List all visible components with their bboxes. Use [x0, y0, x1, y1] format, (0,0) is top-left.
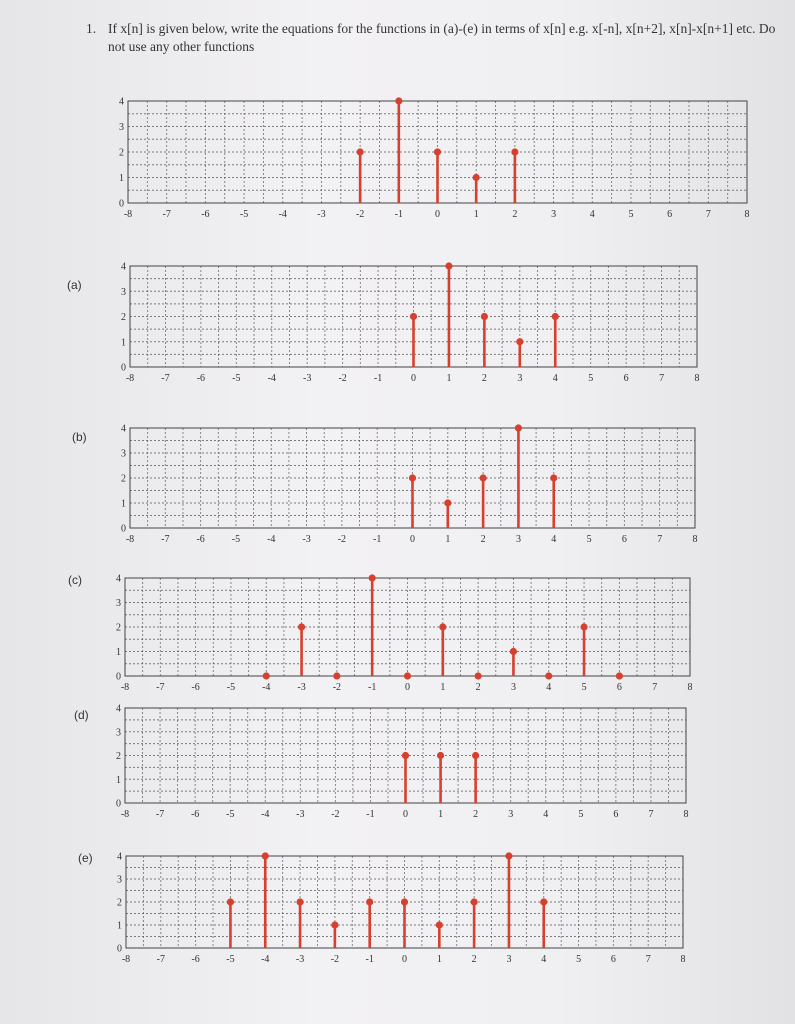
x-tick-label: 1	[438, 809, 444, 820]
y-tick-label: 0	[121, 362, 126, 374]
y-tick-label: 3	[119, 122, 124, 133]
x-tick-label: -7	[161, 534, 170, 545]
x-tick-label: -2	[337, 534, 347, 545]
stem-marker	[298, 623, 305, 630]
x-tick-label: -2	[338, 373, 347, 384]
y-tick-label: 1	[119, 173, 124, 184]
y-tick-label: 3	[121, 286, 126, 298]
x-tick-label: -8	[120, 682, 130, 693]
x-tick-label: -2	[330, 954, 340, 965]
x-tick-label: 6	[621, 534, 627, 545]
x-tick-label: 3	[517, 373, 523, 384]
stem-marker	[505, 852, 512, 859]
stem-marker	[333, 672, 340, 679]
stem-marker	[515, 424, 522, 431]
stem-marker	[409, 474, 416, 481]
x-tick-label: -7	[155, 809, 165, 820]
part-label: (d)	[74, 708, 89, 722]
x-tick-label: 6	[616, 682, 622, 693]
stem-marker	[402, 752, 409, 759]
x-tick-label: -5	[231, 534, 241, 545]
y-tick-label: 3	[117, 874, 122, 886]
stem-marker	[296, 898, 303, 905]
part-label: (c)	[68, 573, 82, 587]
y-tick-label: 0	[119, 198, 124, 210]
stem-marker	[401, 898, 408, 905]
x-tick-label: -8	[120, 809, 130, 820]
x-tick-label: 6	[667, 209, 673, 220]
y-tick-label: 4	[121, 261, 126, 273]
x-tick-label: 2	[480, 534, 486, 545]
x-tick-label: 5	[586, 534, 592, 545]
y-tick-label: 2	[119, 147, 124, 159]
stem-marker	[545, 672, 552, 679]
stem-plot-4	[74, 704, 689, 821]
stem-marker	[395, 97, 402, 104]
x-tick-label: -5	[226, 682, 236, 693]
x-tick-label: -8	[123, 209, 133, 220]
x-tick-label: 1	[446, 373, 452, 384]
x-tick-label: -6	[191, 954, 200, 965]
y-tick-label: 0	[116, 798, 121, 810]
x-tick-label: -4	[262, 682, 271, 693]
x-tick-label: 2	[471, 954, 477, 965]
x-tick-label: -3	[295, 954, 305, 965]
x-tick-label: -3	[303, 373, 312, 384]
x-tick-label: 3	[551, 209, 557, 220]
stem-marker	[410, 313, 417, 320]
stem-marker	[369, 574, 376, 581]
x-tick-label: 4	[546, 682, 552, 693]
x-tick-label: -2	[355, 209, 365, 220]
x-tick-label: 7	[652, 682, 658, 693]
x-tick-label: -1	[373, 534, 382, 545]
x-tick-label: -3	[302, 534, 311, 545]
stem-plot-2	[72, 424, 698, 546]
x-tick-label: 8	[694, 373, 700, 384]
x-tick-label: 2	[473, 809, 479, 820]
x-tick-label: 1	[436, 954, 442, 965]
x-tick-label: 4	[552, 373, 558, 384]
stem-marker	[227, 898, 234, 905]
y-tick-label: 0	[117, 943, 122, 955]
stem-marker	[510, 648, 517, 655]
x-tick-label: 8	[692, 534, 698, 545]
x-tick-label: 2	[475, 682, 481, 693]
x-tick-label: -8	[125, 534, 135, 545]
stem-marker	[437, 752, 444, 759]
stem-marker	[540, 898, 547, 905]
x-tick-label: -8	[121, 954, 131, 965]
y-tick-label: 3	[121, 448, 126, 460]
x-tick-label: -3	[296, 809, 305, 820]
x-tick-label: 1	[473, 209, 479, 220]
x-tick-label: 4	[589, 209, 595, 220]
x-tick-label: 8	[680, 954, 686, 965]
x-tick-label: 3	[515, 534, 521, 545]
x-tick-label: 7	[648, 809, 654, 820]
part-label: (e)	[78, 851, 93, 865]
stem-marker	[471, 898, 478, 905]
y-tick-label: 1	[116, 774, 121, 786]
x-tick-label: 5	[581, 682, 587, 693]
y-tick-label: 1	[117, 920, 122, 932]
x-tick-label: 7	[659, 373, 665, 384]
x-tick-label: 4	[541, 954, 547, 965]
x-tick-label: -5	[239, 209, 249, 220]
stem-marker	[444, 499, 451, 506]
x-tick-label: 7	[705, 209, 711, 220]
x-tick-label: -1	[368, 682, 377, 693]
stem-marker	[366, 898, 373, 905]
x-tick-label: 5	[578, 809, 584, 820]
y-tick-label: 2	[121, 473, 126, 485]
x-tick-label: 0	[410, 534, 415, 545]
x-tick-label: -5	[232, 373, 241, 384]
x-tick-label: -3	[317, 209, 326, 220]
x-tick-label: 7	[657, 534, 663, 545]
question-number: 1.	[86, 21, 97, 36]
stem-marker	[616, 672, 623, 679]
y-tick-label: 4	[116, 573, 121, 585]
stem-plot-5	[78, 851, 686, 965]
x-tick-label: -4	[261, 809, 270, 820]
x-tick-label: -1	[373, 373, 383, 384]
stem-marker	[550, 474, 557, 481]
x-tick-label: -2	[332, 682, 342, 693]
stem-marker	[404, 672, 411, 679]
x-tick-label: 4	[543, 809, 549, 820]
x-tick-label: -7	[156, 682, 165, 693]
y-tick-label: 0	[116, 671, 121, 683]
x-tick-label: -7	[162, 209, 171, 220]
y-tick-label: 4	[121, 423, 126, 435]
x-tick-label: -2	[331, 809, 340, 820]
y-tick-label: 4	[119, 96, 124, 108]
x-tick-label: 3	[510, 682, 516, 693]
part-label: (a)	[67, 278, 82, 292]
x-tick-label: -5	[226, 954, 235, 965]
x-tick-label: 4	[551, 534, 557, 545]
x-tick-label: 5	[628, 209, 634, 220]
stem-marker	[436, 921, 443, 928]
stem-marker	[516, 338, 523, 345]
x-tick-label: 2	[512, 209, 518, 220]
x-tick-label: -5	[226, 809, 235, 820]
x-tick-label: 0	[403, 809, 408, 820]
x-tick-label: -4	[278, 209, 287, 220]
stem-marker	[580, 623, 587, 630]
x-tick-label: 0	[411, 373, 416, 384]
stem-marker	[263, 672, 270, 679]
x-tick-label: 2	[481, 373, 487, 384]
y-tick-label: 2	[117, 897, 122, 909]
stem-marker	[473, 174, 480, 181]
x-tick-label: -7	[156, 954, 165, 965]
stem-marker	[472, 752, 479, 759]
y-tick-label: 2	[116, 751, 121, 762]
stem-marker	[552, 313, 559, 320]
y-tick-label: 2	[121, 312, 126, 323]
x-tick-label: 7	[645, 954, 651, 965]
stem-plot-3	[68, 573, 693, 693]
x-tick-label: 0	[435, 209, 440, 220]
stem-marker	[475, 672, 482, 679]
x-tick-label: -6	[196, 534, 205, 545]
x-tick-label: -1	[365, 954, 374, 965]
y-tick-label: 3	[116, 598, 121, 609]
stem-plot-1	[67, 262, 700, 385]
x-tick-label: -3	[297, 682, 306, 693]
stem-marker	[357, 148, 364, 155]
y-tick-label: 1	[116, 647, 121, 658]
question-text: If x[n] is given below, write the equations for the functions in (a)-(e) in terms of x[n] e.g. x[-n], x[n+2], x[n]-x[n+1] etc. Do not use any other functions	[108, 21, 776, 54]
x-tick-label: 1	[445, 534, 451, 545]
x-tick-label: 8	[687, 682, 693, 693]
y-tick-label: 2	[116, 622, 121, 634]
stem-marker	[511, 148, 518, 155]
x-tick-label: -6	[190, 809, 200, 820]
x-tick-label: -4	[267, 373, 276, 384]
x-tick-label: 0	[405, 682, 410, 693]
y-tick-label: 1	[121, 337, 126, 349]
x-tick-label: 8	[683, 809, 689, 820]
y-tick-label: 4	[117, 851, 122, 863]
stem-marker	[331, 921, 338, 928]
stem-marker	[439, 623, 446, 630]
x-tick-label: -8	[125, 373, 135, 384]
x-tick-label: -7	[161, 373, 170, 384]
x-tick-label: 6	[623, 373, 629, 384]
x-tick-label: -1	[394, 209, 403, 220]
x-tick-label: 6	[610, 954, 616, 965]
x-tick-label: -6	[196, 373, 206, 384]
x-tick-label: -4	[267, 534, 276, 545]
stem-marker	[481, 313, 488, 320]
x-tick-label: 5	[588, 373, 594, 384]
y-tick-label: 1	[121, 498, 126, 510]
x-tick-label: 8	[744, 209, 750, 220]
x-tick-label: 3	[506, 954, 512, 965]
x-tick-label: 3	[508, 809, 514, 820]
stem-marker	[480, 474, 487, 481]
stem-marker	[445, 262, 452, 269]
x-tick-label: 5	[576, 954, 582, 965]
x-tick-label: 6	[613, 809, 619, 820]
stem-plot-0	[119, 97, 750, 221]
x-tick-label: 1	[440, 682, 446, 693]
x-tick-label: -1	[366, 809, 375, 820]
y-tick-label: 3	[116, 727, 121, 739]
x-tick-label: 0	[402, 954, 407, 965]
y-tick-label: 4	[116, 703, 121, 715]
x-tick-label: -6	[201, 209, 210, 220]
x-tick-label: -4	[261, 954, 270, 965]
x-tick-label: -6	[191, 682, 200, 693]
stem-marker	[262, 852, 269, 859]
stem-marker	[434, 148, 441, 155]
y-tick-label: 0	[121, 523, 126, 535]
part-label: (b)	[72, 430, 87, 444]
